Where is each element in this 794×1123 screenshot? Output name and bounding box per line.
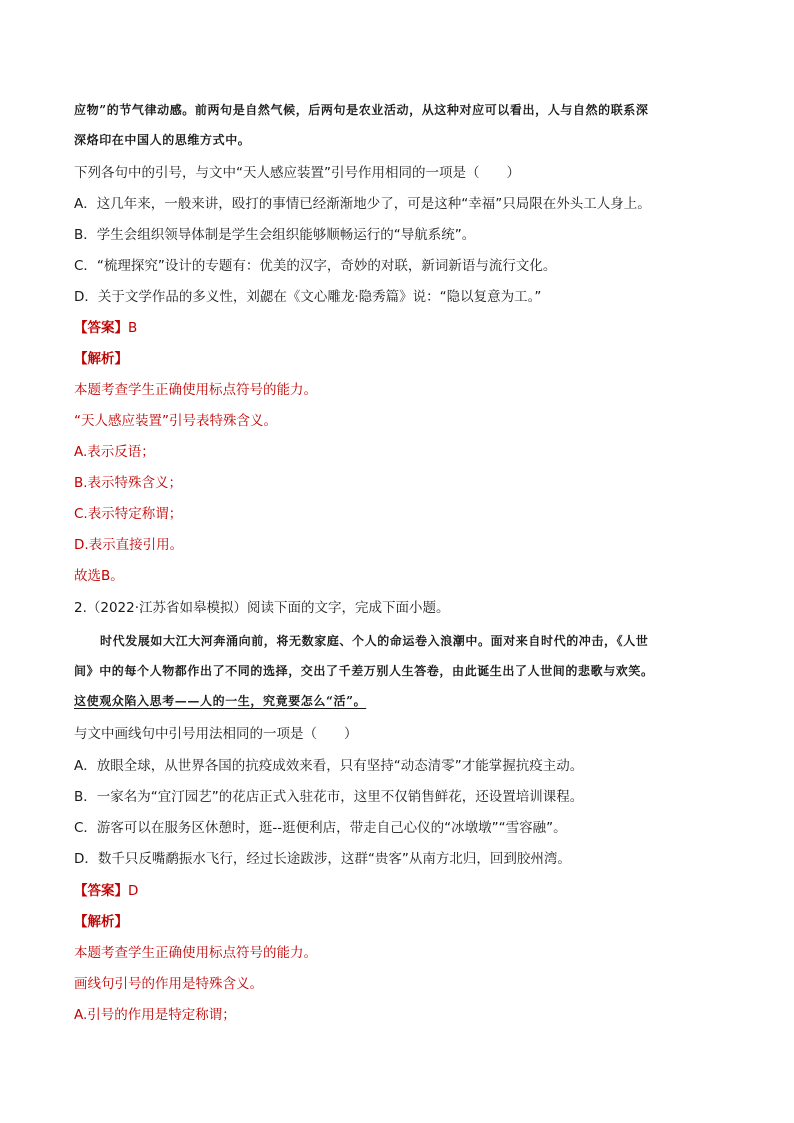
question1-analysis-line: “天人感应装置”引号表特殊含义。 bbox=[74, 413, 277, 429]
question2-option-c: C．游客可以在服务区休憩时，逛--逛便利店，带走自己心仪的“冰墩墩”“雪容融”。 bbox=[74, 820, 567, 836]
question1-analysis-line: A.表示反语； bbox=[74, 444, 155, 460]
question1-analysis-line: C.表示特定称谓； bbox=[74, 506, 183, 522]
underlined-sentence: 这使观众陷入思考——人的一生，究竟要怎么“活”。 bbox=[74, 694, 367, 708]
question1-stem: 下列各句中的引号，与文中“天人感应装置”引号作用相同的一项是（ ） bbox=[74, 165, 520, 181]
question1-option-b: B．学生会组织领导体制是学生会组织能够顺畅运行的“导航系统”。 bbox=[74, 227, 476, 243]
question1-analysis-line: 本题考查学生正确使用标点符号的能力。 bbox=[74, 382, 317, 398]
answer-label: 【答案】 bbox=[74, 883, 128, 899]
question2-analysis-line: 画线句引号的作用是特殊含义。 bbox=[74, 976, 263, 992]
question2-header: 2.（2022·江苏省如皋模拟）阅读下面的文字，完成下面小题。 bbox=[74, 600, 450, 616]
question1-answer bbox=[74, 318, 744, 338]
question1-analysis-label: 【解析】 bbox=[74, 351, 128, 367]
question1-option-a: A．这几年来，一般来讲，殴打的事情已经渐渐地少了，可是这种“幸福”只局限在外头工人身上。 bbox=[74, 196, 651, 212]
question2-option-d: D．数千只反嘴鹬振水飞行，经过长途跋涉，这群“贵客”从南方北归，回到胶州湾。 bbox=[74, 851, 571, 867]
question1-option-d: D．关于文学作品的多义性，刘勰在《文心雕龙·隐秀篇》说：“隐以复意为工。” bbox=[74, 289, 542, 305]
question1-analysis-line: 故选B。 bbox=[74, 568, 124, 584]
question2-passage-line1: 时代发展如大江大河奔涌向前，将无数家庭、个人的命运卷入浪潮中。面对来自时代的冲击，《人世 bbox=[100, 634, 649, 648]
answer-value: B bbox=[128, 320, 138, 336]
question2-passage-underlined bbox=[74, 691, 744, 711]
question2-analysis-line: 本题考查学生正确使用标点符号的能力。 bbox=[74, 945, 317, 961]
answer-value: D bbox=[128, 883, 139, 899]
answer-label: 【答案】 bbox=[74, 320, 128, 336]
question2-passage-line2: 间》中的每个人物都作出了不同的选择，交出了千差万别人生答卷，由此诞生出了人世间的悲歌与欢笑。 bbox=[74, 664, 654, 678]
passage1-line1: 应物”的节气律动感。前两句是自然气候，后两句是农业活动，从这种对应可以看出，人与自然的联系深 bbox=[74, 103, 649, 117]
question1-option-c: C．“梳理探究”设计的专题有：优美的汉字，奇妙的对联，新词新语与流行文化。 bbox=[74, 258, 557, 274]
question2-answer bbox=[74, 881, 744, 901]
question2-option-a: A．放眼全球，从世界各国的抗疫成效来看，只有坚持“动态清零”才能掌握抗疫主动。 bbox=[74, 758, 584, 774]
question2-option-b: B．一家名为“宜汀园艺”的花店正式入驻花市，这里不仅销售鲜花，还设置培训课程。 bbox=[74, 789, 584, 805]
question1-analysis-line: B.表示特殊含义； bbox=[74, 475, 183, 491]
question1-analysis-line: D.表示直接引用。 bbox=[74, 537, 184, 553]
question2-analysis-label: 【解析】 bbox=[74, 914, 128, 930]
passage1-line2: 深烙印在中国人的思维方式中。 bbox=[74, 133, 251, 147]
question2-analysis-line: A.引号的作用是特定称谓； bbox=[74, 1007, 236, 1023]
question2-stem: 与文中画线句中引号用法相同的一项是（ ） bbox=[74, 726, 358, 742]
